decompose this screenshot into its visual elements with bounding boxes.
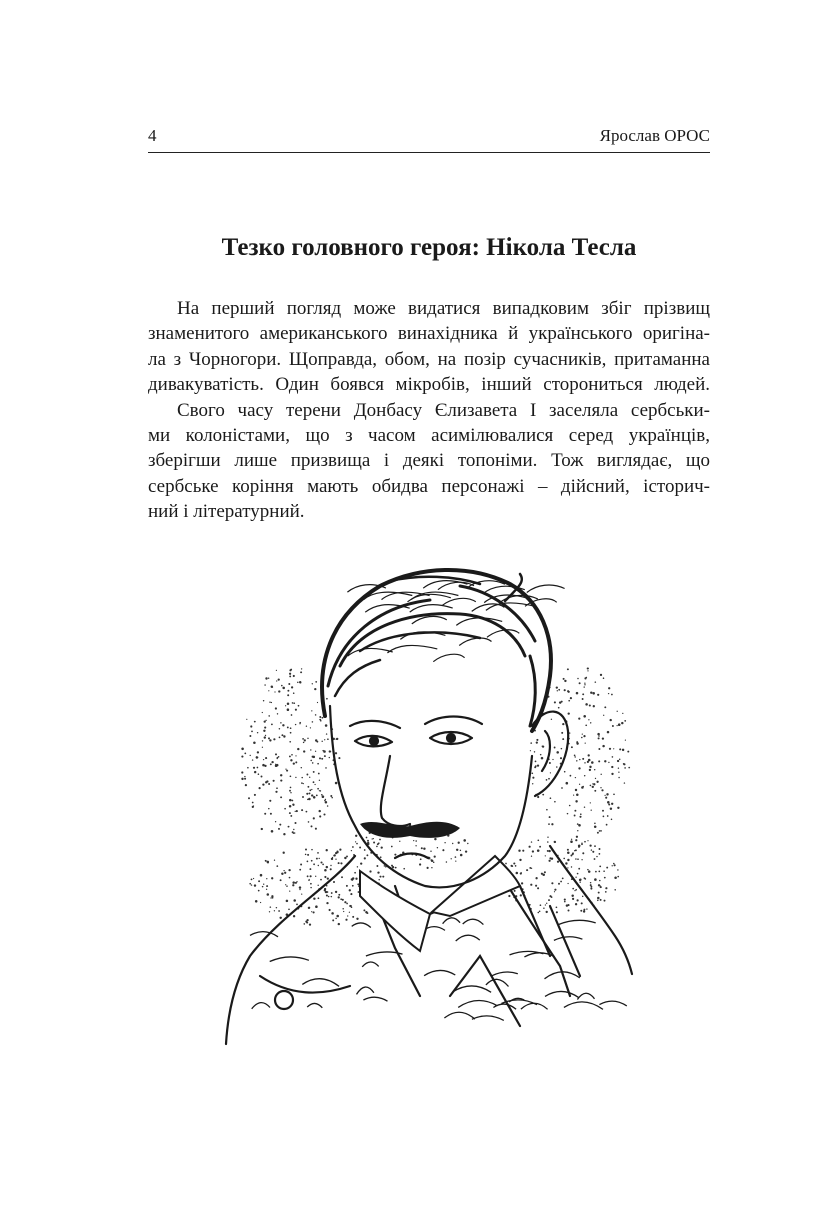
collar: [360, 856, 520, 951]
text-line: дивакуватість. Один боявся мікробів, інший сторониться людей.: [148, 374, 710, 396]
page-number: 4: [148, 126, 157, 145]
face: [330, 706, 568, 887]
coat: [226, 846, 632, 1044]
text-line: ми колоністами, що з часом асимілювалися серед українців,: [148, 424, 710, 446]
text-line: ний і літературний.: [148, 501, 305, 523]
body-text: [148, 296, 710, 525]
paragraph-2: [148, 398, 710, 525]
text-line: зберігши лише призвища і деякі топоніми. Тож виглядає, що: [148, 450, 710, 472]
text-line: Свого часу терени Донбасу Єлизавета І заселяла сербськи-: [177, 399, 710, 421]
text-line: сербське коріння мають обидва персонажі – дійсний, історич-: [148, 475, 710, 497]
running-head: Ярослав ОРОС: [599, 126, 710, 145]
coat-hatching: [250, 918, 627, 1021]
header-rule: [148, 152, 710, 153]
text-line: На перший погляд може видатися випадковим збіг прізвищ: [177, 298, 710, 319]
paragraph-1: [148, 296, 710, 398]
portrait-illustration: [220, 556, 640, 1048]
hair-hatching: [347, 581, 564, 662]
text-line: ла з Чорногори. Щоправда, обом, на позір сучасників, притаманна: [148, 348, 710, 370]
text-line: знаменитого американського винахідника й українського оригіна-: [148, 323, 710, 345]
chapter-title: Тезко головного героя: Нікола Тесла: [221, 234, 637, 261]
